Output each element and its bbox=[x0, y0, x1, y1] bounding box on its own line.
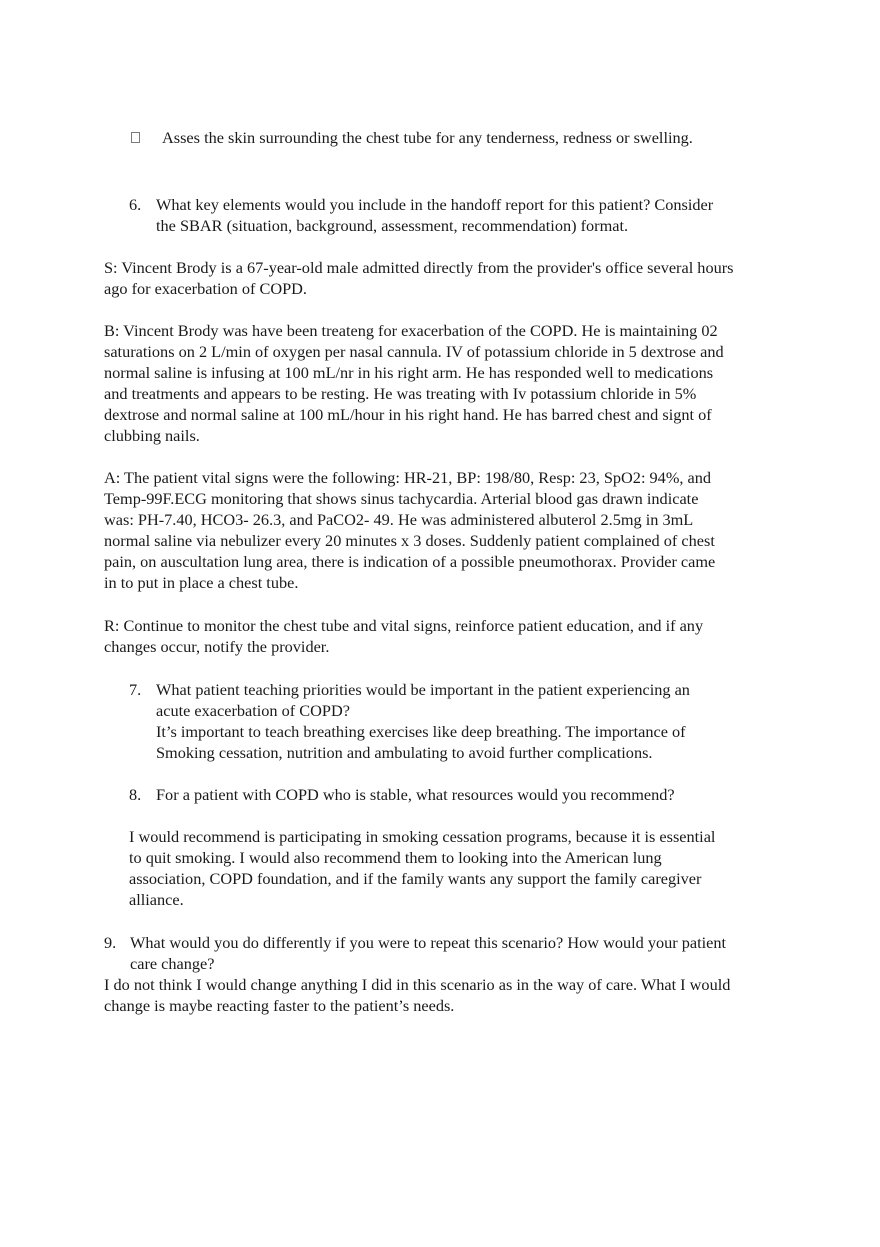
question-6-line-2: the SBAR (situation, background, assessment, recommendation) format. bbox=[156, 216, 629, 235]
sbar-recommendation-line: changes occur, notify the provider. bbox=[104, 637, 330, 656]
sbar-assessment-line: was: PH-7.40, HCO3- 26.3, and PaCO2- 49. He was administered albuterol 2.5mg in 3mL bbox=[104, 510, 694, 529]
sbar-situation bbox=[104, 257, 784, 299]
sbar-background-line: clubbing nails. bbox=[104, 426, 200, 445]
question-6-number: 6. bbox=[129, 195, 142, 214]
question-8-answer-line-1: I would recommend is participating in smoking cessation programs, because it is essential bbox=[129, 827, 716, 846]
question-7-line-1: What patient teaching priorities would be important in the patient experiencing an bbox=[156, 680, 690, 699]
question-9-line-1: What would you do differently if you were to repeat this scenario? How would your patient bbox=[130, 933, 727, 952]
sbar-background bbox=[104, 320, 784, 446]
question-9-line-2: care change? bbox=[130, 954, 215, 973]
sbar-situation-line: ago for exacerbation of COPD. bbox=[104, 279, 307, 298]
question-7-answer-line-1: It’s important to teach breathing exercises like deep breathing. The importance of bbox=[156, 722, 686, 741]
sbar-assessment-line: pain, on auscultation lung area, there is indication of a possible pneumothorax. Provider came bbox=[104, 552, 716, 571]
sbar-background-line: saturations on 2 L/min of oxygen per nasal cannula. IV of potassium chloride in 5 dextrose and bbox=[104, 342, 724, 361]
question-9-answer-line-2: change is maybe reacting faster to the patient’s needs. bbox=[104, 996, 455, 1015]
question-9-answer-line-1: I do not think I would change anything I did in this scenario as in the way of care. What I would bbox=[104, 975, 731, 994]
sbar-assessment-line: normal saline via nebulizer every 20 minutes x 3 doses. Suddenly patient complained of chest bbox=[104, 531, 715, 550]
sbar-background-line: and treatments and appears to be resting. He was treating with Iv potassium chloride in 5% bbox=[104, 384, 697, 403]
question-7-number: 7. bbox=[129, 680, 142, 699]
question-8-text: For a patient with COPD who is stable, what resources would you recommend? bbox=[156, 785, 675, 804]
sbar-assessment-line: in to put in place a chest tube. bbox=[104, 573, 299, 592]
sbar-assessment-line: A: The patient vital signs were the following: HR-21, BP: 198/80, Resp: 23, SpO2: 94%, and bbox=[104, 468, 712, 487]
sbar-background-line: B: Vincent Brody was have been treateng for exacerbation of the COPD. He is maintaining 02 bbox=[104, 321, 718, 340]
question-8-answer-line-4: alliance. bbox=[129, 890, 184, 909]
question-7-line-2: acute exacerbation of COPD? bbox=[156, 701, 350, 720]
sbar-assessment-line: Temp-99F.ECG monitoring that shows sinus tachycardia. Arterial blood gas drawn indicate bbox=[104, 489, 699, 508]
sbar-background-line: dextrose and normal saline at 100 mL/hour in his right hand. He has barred chest and signt of bbox=[104, 405, 712, 424]
question-9-number: 9. bbox=[104, 933, 117, 952]
question-8-number: 8. bbox=[129, 785, 142, 804]
sbar-recommendation bbox=[104, 615, 784, 657]
bullet-item-text: Asses the skin surrounding the chest tube for any tenderness, redness or swelling. bbox=[162, 128, 693, 147]
sbar-recommendation-line: R: Continue to monitor the chest tube and vital signs, reinforce patient education, and if any bbox=[104, 616, 704, 635]
question-7-answer-line-2: Smoking cessation, nutrition and ambulating to avoid further complications. bbox=[156, 743, 653, 762]
checkbox-bullet-icon bbox=[131, 132, 140, 143]
question-6-line-1: What key elements would you include in the handoff report for this patient? Consider bbox=[156, 195, 714, 214]
question-8-answer-line-3: association, COPD foundation, and if the family wants any support the family caregiver bbox=[129, 869, 702, 888]
sbar-situation-line: S: Vincent Brody is a 67-year-old male admitted directly from the provider's office several hours bbox=[104, 258, 734, 277]
sbar-assessment bbox=[104, 467, 784, 593]
question-8-answer-line-2: to quit smoking. I would also recommend them to looking into the American lung bbox=[129, 848, 662, 867]
sbar-background-line: normal saline is infusing at 100 mL/nr in his right arm. He has responded well to medications bbox=[104, 363, 714, 382]
